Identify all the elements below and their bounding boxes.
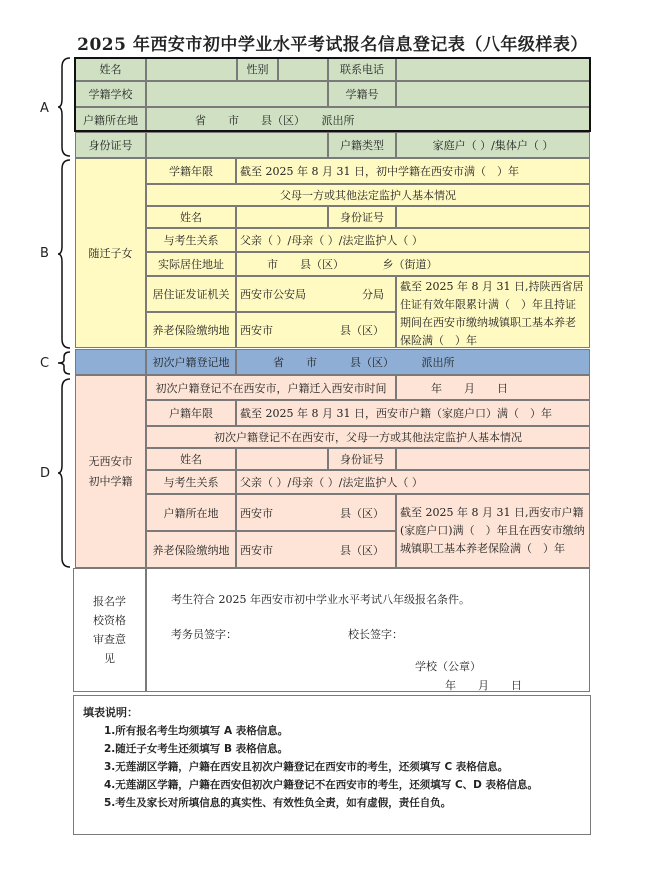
d-hukou-label: 户籍所在地 [146, 494, 236, 531]
d-guardian-header: 初次户籍登记不在西安市，父母一方或其他法定监护人基本情况 [146, 426, 590, 448]
section-b-letter: B [40, 246, 49, 261]
hukou-type-label: 户籍类型 [328, 132, 396, 158]
d-guardian-id-field[interactable] [396, 448, 590, 470]
migrant-children-label: 随迁子女 [75, 158, 146, 348]
c-left-blank [75, 349, 146, 375]
name-label: 姓名 [75, 57, 146, 81]
d-first-reg-field[interactable]: 年 月 日 [396, 375, 590, 400]
d-years-label: 户籍年限 [146, 400, 236, 426]
d-relation-label: 与考生关系 [146, 470, 236, 494]
hukou-loc-field[interactable]: 省 市 县（区） 派出所 [146, 107, 590, 132]
d-guardian-name-field[interactable] [236, 448, 328, 470]
b-guardian-header: 父母一方或其他法定监护人基本情况 [146, 184, 590, 206]
gender-field[interactable] [278, 57, 328, 81]
student-no-label: 学籍号 [328, 81, 396, 107]
no-xian-school-label [75, 375, 146, 568]
section-b-brace [58, 159, 72, 349]
school-field[interactable] [146, 81, 328, 107]
d-hukou-suffix: 县（区） [340, 506, 384, 520]
no-xian-school-text: 无西安市初中学籍 [88, 454, 133, 488]
school-seal: 学校（公章） [415, 660, 481, 673]
d-guardian-name-label: 姓名 [146, 448, 236, 470]
d-pension-label: 养老保险缴纳地 [146, 531, 236, 568]
phone-label: 联系电话 [328, 57, 396, 81]
name-field[interactable] [146, 57, 237, 81]
d-pension-suffix: 县（区） [340, 543, 384, 557]
review-label [73, 568, 146, 692]
id-label: 身份证号 [75, 132, 146, 158]
d-first-reg-label: 初次户籍登记不在西安市，户籍迁入西安市时间 [146, 375, 396, 400]
b-guardian-id-field[interactable] [396, 206, 590, 228]
section-c-brace [58, 351, 72, 375]
review-date[interactable]: 年 月 日 [445, 679, 522, 692]
b-pension-field[interactable] [236, 312, 396, 348]
b-residence-label: 实际居住地址 [146, 252, 236, 276]
b-years-field[interactable]: 截至 2025 年 8 月 31 日，初中学籍在西安市满（ ）年 [236, 158, 590, 184]
phone-field[interactable] [396, 57, 590, 81]
d-hukou-value: 西安市 [240, 506, 273, 520]
b-guardian-name-field[interactable] [236, 206, 328, 228]
d-pension-field[interactable] [236, 531, 396, 568]
hukou-loc-label: 户籍所在地 [75, 107, 146, 132]
b-permit-label: 居住证发证机关 [146, 276, 236, 312]
b-guardian-name-label: 姓名 [146, 206, 236, 228]
b-permit-suffix: 分局 [362, 288, 384, 301]
c-first-reg-field[interactable]: 省 市 县（区） 派出所 [236, 349, 590, 375]
section-a-letter: A [40, 101, 49, 116]
d-pension-value: 西安市 [240, 543, 273, 557]
instruction-item: 2.随迁子女考生还须填写 B 表格信息。 [104, 743, 289, 755]
b-permit-value: 西安市公安局 [240, 288, 306, 301]
d-hukou-note: 截至 2025 年 8 月 31 日,西安市户籍(家庭户口)满（ ）年且在西安市缴纳城镇职工基本养老保险满（ ）年 [396, 494, 590, 568]
b-permit-note: 截至 2025 年 8 月 31 日,持陕西省居住证有效年限累计满（ ）年且持证期间在西安市缴纳城镇职工基本养老保险满（ ）年 [396, 276, 590, 348]
review-statement: 考生符合 2025 年西安市初中学业水平考试八年级报名条件。 [171, 593, 470, 606]
d-hukou-field[interactable] [236, 494, 396, 531]
instructions-header: 填表说明： [83, 706, 138, 719]
b-pension-suffix: 县（区） [340, 324, 384, 337]
instruction-item: 4.无莲湖区学籍，户籍在西安但初次户籍登记不在西安市的考生，还须填写 C、D 表格信息。 [104, 779, 539, 791]
principal-signature[interactable]: 校长签字： [348, 628, 403, 641]
gender-label: 性别 [237, 57, 278, 81]
b-pension-label: 养老保险缴纳地 [146, 312, 236, 348]
b-relation-field[interactable]: 父亲（ ）/母亲（ ）/法定监护人（ ） [236, 228, 590, 252]
d-years-field[interactable]: 截至 2025 年 8 月 31 日，西安市户籍（家庭户口）满（ ）年 [236, 400, 590, 426]
instruction-item: 3.无莲湖区学籍，户籍在西安且初次户籍登记在西安市的考生，还须填写 C 表格信息。 [104, 761, 509, 773]
section-d-brace [58, 378, 72, 568]
d-guardian-id-label: 身份证号 [328, 448, 396, 470]
b-guardian-id-label: 身份证号 [328, 206, 396, 228]
b-pension-value: 西安市 [240, 324, 273, 337]
b-relation-label: 与考生关系 [146, 228, 236, 252]
school-label: 学籍学校 [75, 81, 146, 107]
review-label-text: 报名学校资格审查意见 [93, 595, 126, 665]
student-no-field[interactable] [396, 81, 590, 107]
c-first-reg-label: 初次户籍登记地 [146, 349, 236, 375]
b-residence-field[interactable]: 市 县（区） 乡（街道） [236, 252, 590, 276]
instruction-item: 5.考生及家长对所填信息的真实性、有效性负全责，如有虚假，责任自负。 [104, 797, 452, 809]
b-years-label: 学籍年限 [146, 158, 236, 184]
instruction-item: 1.所有报名考生均须填写 A 表格信息。 [104, 725, 289, 737]
d-relation-field[interactable]: 父亲（ ）/母亲（ ）/法定监护人（ ） [236, 470, 590, 494]
page-title: 2025 年西安市初中学业水平考试报名信息登记表（八年级样表） [77, 35, 588, 55]
b-permit-field[interactable] [236, 276, 396, 312]
id-field[interactable] [146, 132, 328, 158]
section-c-letter: C [40, 356, 50, 371]
section-a-brace [58, 57, 72, 157]
section-d-letter: D [40, 466, 51, 481]
filling-instructions [73, 695, 591, 835]
hukou-type-field[interactable]: 家庭户（ ）/集体户（ ） [396, 132, 590, 158]
clerk-signature[interactable]: 考务员签字： [171, 628, 237, 641]
